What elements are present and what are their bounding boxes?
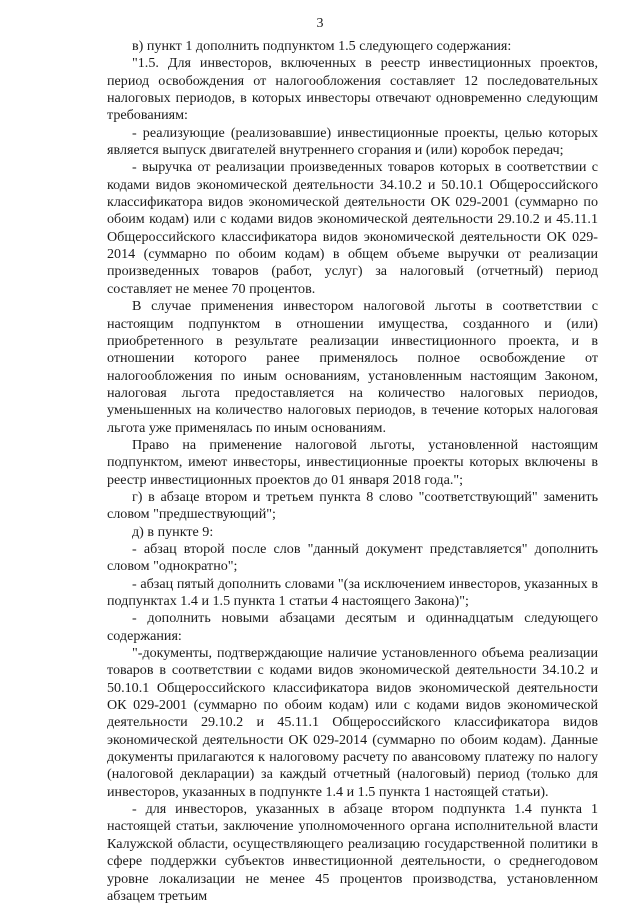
paragraph: Право на применение налоговой льготы, установленной настоящим подпунктом, имеют инвесторы, инвестиционные проекты которых включены в реестр инвестиционных проектов до 01 января 2018 года."; — [107, 436, 598, 488]
document-body — [107, 38, 598, 905]
paragraph: - выручка от реализации произведенных товаров которых в соответствии с кодами видов экономической деятельности 34.10.2 и 50.10.1 Общероссийского классификатора видов экономической деятельности ОК 029-2001 (суммарно по обоим кодам) или с кодами видов экономической деятельности 29.10.2 и 45.11.1 Общероссийского классификатора видов экономической деятельности ОК 029-2014 (суммарно по обоим кодам) в общем объеме выручки от реализации произведенных товаров (работ, услуг) за налоговый (отчетный) период составляет не менее 70 процентов. — [107, 159, 598, 297]
paragraph: "1.5. Для инвесторов, включенных в реестр инвестиционных проектов, период освобождения от налогообложения составляет 12 последовательных налоговых периодов, в которых инвесторы отвечают одновременно следующим требованиям: — [107, 55, 598, 124]
paragraph: "-документы, подтверждающие наличие установленного объема реализации товаров в соответствии с кодами видов экономической деятельности 34.10.2 и 50.10.1 Общероссийского классификатора видов экономической деятельности ОК 029-2001 (суммарно по обоим кодам) или с кодами видов экономической деятельности 29.10.2 и 45.11.1 Общероссийского классификатора видов экономической деятельности ОК 029-2014 (суммарно по обоим кодам). Данные документы прилагаются к налоговому расчету по авансовому платежу по налогу (налоговой декларации) за каждый отчетный (налоговый) период (только для инвесторов, указанных в подпункте 1.4 и 1.5 пункта 1 настоящей статьи). — [107, 645, 598, 800]
paragraph: - реализующие (реализовавшие) инвестиционные проекты, целью которых является выпуск двигателей внутреннего сгорания и (или) коробок передач; — [107, 124, 598, 159]
paragraph: - для инвесторов, указанных в абзаце втором подпункта 1.4 пункта 1 настоящей статьи, заключение уполномоченного органа исполнительной власти Калужской области, осуществляющего реализацию государственной политики в сфере поддержки субъектов инвестиционной деятельности, о среднегодовом уровне локализации не менее 45 процентов производства, установленном абзацем третьим — [107, 801, 598, 904]
paragraph: г) в абзаце втором и третьем пункта 8 слово "соответствующий" заменить словом "предшествующий"; — [107, 488, 598, 523]
paragraph: - абзац пятый дополнить словами "(за исключением инвесторов, указанных в подпунктах 1.4 и 1.5 пункта 1 статьи 4 настоящего Закона)"; — [107, 575, 598, 609]
paragraph: - дополнить новыми абзацами десятым и одиннадцатым следующего содержания: — [107, 610, 598, 644]
paragraph: - абзац второй после слов "данный документ представляется" дополнить словом "однократно"; — [107, 540, 598, 575]
paragraph: д) в пункте 9: — [132, 523, 214, 540]
page-number: 3 — [316, 16, 324, 31]
paragraph: в) пункт 1 дополнить подпунктом 1.5 следующего содержания: — [132, 38, 512, 54]
paragraph: В случае применения инвестором налоговой льготы в соответствии с настоящим подпунктом в отношении имущества, созданного и (или) приобретенного в результате реализации инвестиционного проекта, и в отношении которого ранее применялось полное освобождение от налогообложения по иным основаниям, установленным настоящим Законом, налоговая льгота предоставляется на количество налоговых периодов, уменьшенных на количество налоговых периодов, в течение которых налоговая льгота уже применялась по иным основаниям. — [107, 298, 598, 436]
